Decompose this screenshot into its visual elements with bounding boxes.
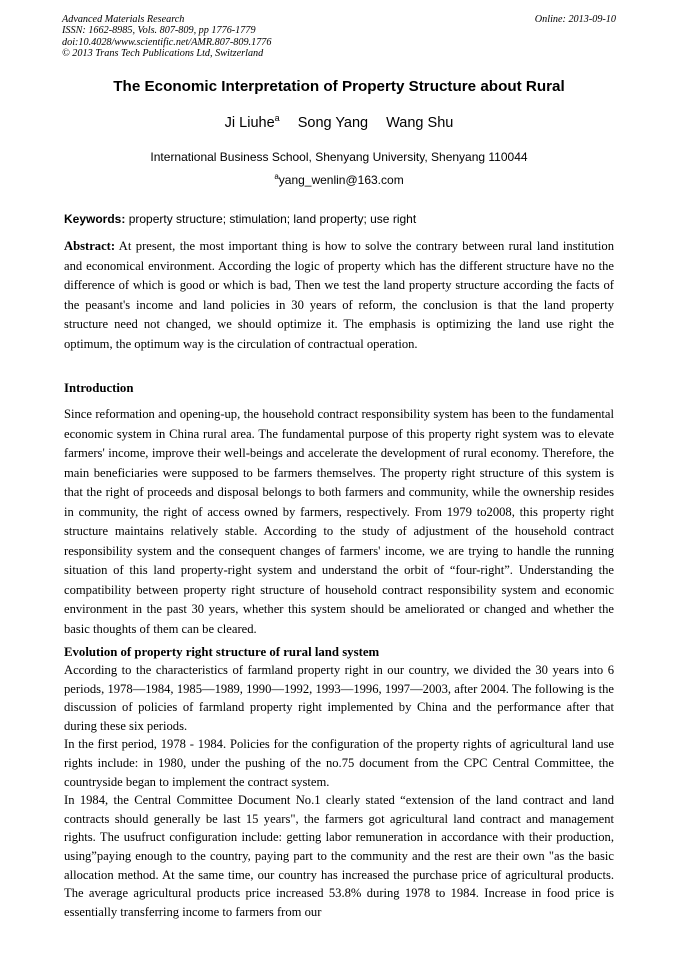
evolution-paragraph-1: According to the characteristics of farmland property right in our country, we divided the 30 years into 6 periods, 1978—1984, 1985—1989, 1990—1992, 1993—1996, 1997—2003, after 2004. The following is the discussion of policies of farmland property right implemented by China and the performance after that during these six periods.: [64, 663, 614, 733]
email-address: yang_wenlin@163.com: [278, 173, 404, 187]
abstract-label: Abstract:: [64, 239, 116, 253]
journal-name: Advanced Materials Research: [62, 14, 185, 25]
author-3: Wang Shu: [386, 115, 454, 131]
author-list: [0, 113, 678, 131]
evolution-paragraph-2: In the first period, 1978 - 1984. Policies for the configuration of the property rights of agricultural land use rights include: in 1980, under the pushing of the no.75 document from the CPC Central Committee, the countryside began to implement the contract system.: [64, 737, 614, 789]
email-superscript: a: [274, 172, 279, 181]
evolution-text: [64, 661, 614, 921]
introduction-text: [64, 405, 614, 639]
issn-line: ISSN: 1662-8985, Vols. 807-809, pp 1776-1779: [62, 25, 256, 37]
affiliation: International Business School, Shenyang University, Shenyang 110044: [150, 150, 528, 164]
abstract-text: At present, the most important thing is how to solve the contrary between rural land institution and economical environment. According the logic of property which has the different structure have no the difference of which is good or which is bad, Then we test the land property structure according the facts of the peasant's income and land policies in 30 years of reform, the conclusion is that the land property structure need not changed, we should optimize it. The emphasis is optimizing the land use right the optimum, the optimum way is the circulation of contractual operation.: [64, 239, 614, 351]
online-date: Online: 2013-09-10: [534, 14, 616, 25]
keywords-text: property structure; stimulation; land property; use right: [125, 212, 417, 226]
evolution-paragraph-3: In 1984, the Central Committee Document No.1 clearly stated “extension of the land contract and land contracts should generally be last 15 years", the farmers got agricultural land contract and management rights. The usufruct configuration include: getting labor remuneration in accordance with their production, using”paying enough to the country, paying part to the community and the rest are their own "as the basic allocation method. At the same time, our country has increased the purchase price of agricultural products. The average agricultural products price increased 53.8% during 1978 to 1984. Increase in food price is essentially transferring income to farmers from our: [64, 793, 614, 919]
author-email: [0, 172, 678, 187]
author-1: Ji Liuhe: [224, 115, 275, 131]
introduction-heading: Introduction: [64, 381, 134, 395]
keywords-label: Keywords:: [64, 212, 126, 226]
keywords-section: [64, 212, 616, 226]
evolution-heading: Evolution of property right structure of rural land system: [64, 645, 380, 659]
doi-line: doi:10.4028/www.scientific.net/AMR.807-809.1776: [62, 36, 272, 48]
author-2: Song Yang: [297, 115, 369, 131]
author-1-superscript: a: [274, 113, 280, 123]
journal-header: [62, 14, 616, 60]
copyright-line: © 2013 Trans Tech Publications Ltd, Switzerland: [62, 48, 264, 60]
abstract-section: [64, 237, 614, 354]
paper-title: The Economic Interpretation of Property Structure about Rural: [113, 78, 565, 95]
introduction-paragraph: Since reformation and opening-up, the household contract responsibility system has been to the fundamental economic system in China rural area. The fundamental purpose of this property right system was to elevate farmers' income, improve their well-beings and accelerate the development of rural economy. Therefore, the main beneficiaries were supposed to be farmers themselves. The property right structure of this system is that the right of proceeds and disposal belongs to both farmers and community, while the ownership resides in community, the right of access owned by farmers, respectively. From 1979 to2008, this property right structure maintains relatively stable. According to the study of adjustment of the household contract responsibility system and the consequent changes of farmers' income, we are trying to handle the running situation of this land property-right system and understand the orbit of “four-right”. Understanding the compatibility between property right structure of household contract responsibility system and economic environment in the past 30 years, whether this system should be ameliorated or changed and whether the basic thoughts of them can be cleared.: [64, 407, 614, 636]
